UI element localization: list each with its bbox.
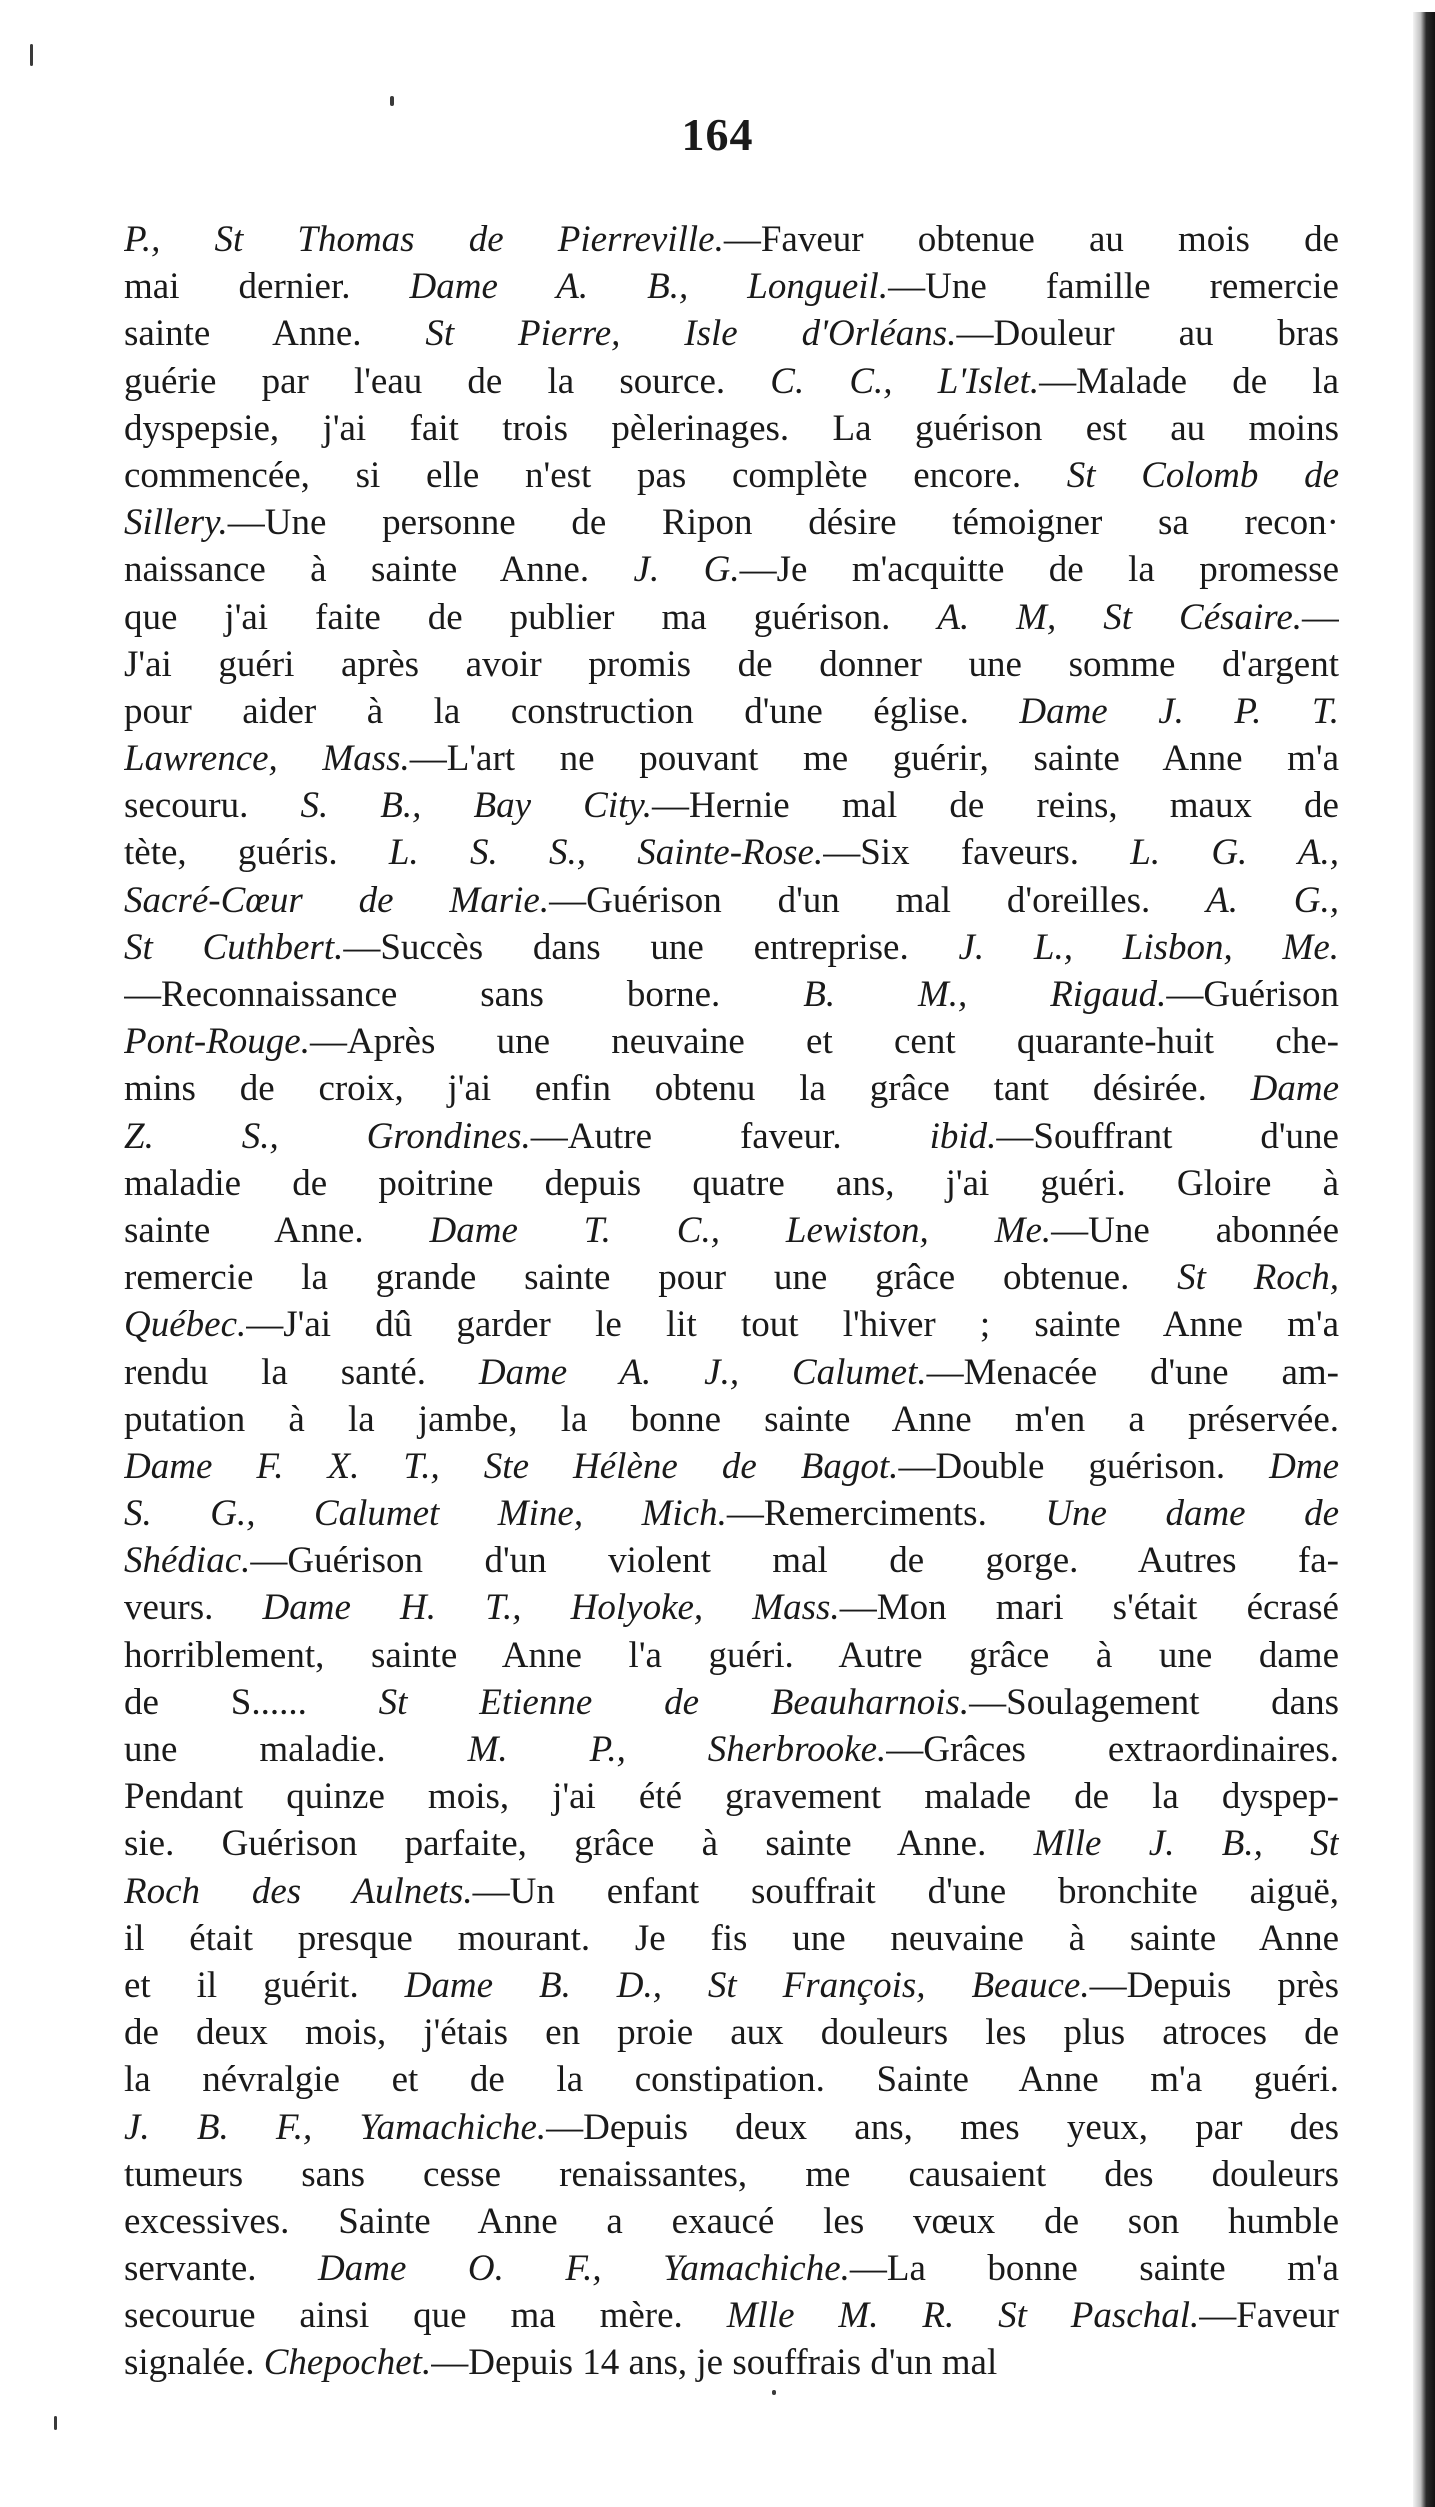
text-line: [124, 2245, 1339, 2292]
text-line: [124, 1726, 1339, 1773]
text-line: [124, 2056, 1339, 2103]
place-name: J. G.: [633, 549, 740, 591]
place-name: Sillery.: [124, 502, 228, 544]
place-name: Sacré-Cœur de Marie.: [124, 879, 550, 921]
text-run: sie. Guérison parfaite, grâce à sainte Anne.: [124, 1823, 1034, 1865]
text-run: remercie la grande sainte pour une grâce obtenue.: [124, 1257, 1178, 1299]
text-run: tumeurs sans cesse renaissantes, me causaient des douleurs: [124, 2153, 1339, 2195]
place-name: Mlle J. B., St: [1033, 1823, 1339, 1865]
text-line: [124, 499, 1339, 546]
text-run: —Remerciments.: [726, 1493, 1046, 1535]
text-run: J'ai guéri après avoir promis de donner une somme d'argent: [124, 643, 1339, 685]
place-name: S. B., Bay City.: [300, 785, 653, 827]
text-line: [124, 1962, 1339, 2009]
ink-speck: [54, 2416, 57, 2430]
text-line: [124, 1773, 1339, 1820]
text-line: [124, 1254, 1339, 1301]
place-name: Dame A. J., Calumet.: [478, 1351, 927, 1393]
text-run: secouru.: [124, 785, 301, 827]
text-run: —Guérison d'un violent mal de gorge. Autres fa-: [250, 1540, 1339, 1582]
text-run: signalée.: [124, 2342, 264, 2384]
text-run: —Malade de la: [1039, 360, 1339, 402]
text-line: [124, 1443, 1339, 1490]
place-name: P.,: [124, 219, 215, 260]
ink-speck: [390, 96, 394, 106]
place-name: Pont-Rouge.: [124, 1021, 310, 1063]
text-line: [124, 735, 1339, 782]
place-name: Z. S., Grondines.: [124, 1115, 531, 1157]
text-line: [124, 405, 1339, 452]
text-run: —Après une neuvaine et cent quarante-huit che-: [309, 1021, 1339, 1063]
text-run: rendu la santé.: [124, 1351, 479, 1393]
text-run: —Guérison d'un mal d'oreilles.: [549, 879, 1207, 921]
text-line: [124, 1301, 1339, 1348]
text-run: il était presque mourant. Je fis une neuvaine à sainte Anne: [124, 1917, 1339, 1959]
text-line: [124, 452, 1339, 499]
place-name: Lawrence, Mass.: [124, 738, 410, 780]
text-line: [124, 2104, 1339, 2151]
text-run: —Faveur: [1199, 2295, 1339, 2337]
place-name: Chepochet.: [263, 2342, 432, 2384]
text-run: une maladie.: [124, 1729, 468, 1770]
ink-speck: [772, 2390, 776, 2395]
place-name: J. L., Lisbon, Me.: [958, 926, 1339, 968]
text-run: —J'ai dû garder le lit tout l'hiver ; sainte Anne m'a: [246, 1304, 1339, 1346]
text-line: [124, 971, 1339, 1018]
text-run: mins de croix, j'ai enfin obtenu la grâce tant désirée.: [124, 1068, 1251, 1110]
text-run: —Un enfant souffrait d'une bronchite aiguë,: [472, 1870, 1339, 1912]
text-line: [124, 2292, 1339, 2339]
text-line: [124, 641, 1339, 688]
text-run: de S......: [124, 1681, 379, 1723]
text-line: [124, 1584, 1339, 1631]
text-run: —Je m'acquitte de la promesse: [739, 549, 1339, 591]
text-line: [124, 263, 1339, 310]
text-run: —Mon mari s'était écrasé: [839, 1587, 1339, 1629]
text-run: —Depuis deux ans, mes yeux, par des: [546, 2106, 1339, 2148]
text-run: guérie par l'eau de la source.: [124, 360, 771, 402]
text-line: [124, 1537, 1339, 1584]
place-name: J. B. F., Yamachiche.: [124, 2106, 547, 2148]
place-name: St Cuthbert.: [124, 926, 344, 968]
text-run: —Guérison: [1166, 974, 1339, 1015]
text-line: [124, 216, 1339, 263]
text-run: que j'ai faite de publier ma guérison.: [124, 596, 938, 638]
text-line: [124, 310, 1339, 357]
text-line: [124, 2009, 1339, 2056]
binding-edge: [1413, 12, 1435, 2507]
text-run: et il guérit.: [124, 1964, 405, 2006]
place-name: S. G., Calumet Mine, Mich.: [124, 1493, 727, 1535]
text-line: [124, 594, 1339, 641]
text-run: excessives. Sainte Anne a exaucé les vœux de son humble: [124, 2200, 1339, 2242]
text-line: [124, 877, 1339, 924]
text-run: —Une abonnée: [1051, 1209, 1339, 1251]
text-run: —Depuis 14 ans, je souffrais d'un mal: [431, 2342, 998, 2384]
page-number: 164: [681, 109, 754, 160]
text-run: Pendant quinze mois, j'ai été gravement malade de la dyspep-: [124, 1776, 1339, 1818]
text-run: commencée, si elle n'est pas complète encore.: [124, 454, 1067, 496]
text-run: maladie de poitrine depuis quatre ans, j'ai guéri. Gloire à: [124, 1162, 1339, 1204]
place-name: B. M., Rigaud.: [803, 974, 1167, 1015]
place-name: Dame A. B., Longueil.: [409, 266, 889, 308]
place-name: C. C., L'Islet.: [770, 360, 1040, 402]
text-line: [124, 2198, 1339, 2245]
place-name: Dame B. D., St François, Beauce.: [404, 1964, 1090, 2006]
place-name: Dame H. T., Holyoke, Mass.: [262, 1587, 840, 1629]
text-run: putation à la jambe, la bonne sainte Anne m'en a préservée.: [124, 1398, 1339, 1440]
place-name: St Pierre, Isle d'Orléans.: [425, 313, 957, 355]
place-name: A. M, St Césaire.: [937, 596, 1302, 638]
text-run: naissance à sainte Anne.: [124, 549, 634, 591]
text-line: [124, 1396, 1339, 1443]
text-line: [124, 688, 1339, 735]
text-run: —Hernie mal de reins, maux de: [652, 785, 1339, 827]
place-name: Dame T. C., Lewiston, Me.: [429, 1209, 1052, 1251]
text-run: de deux mois, j'étais en proie aux douleurs les plus atroces de: [124, 2012, 1339, 2054]
body-text: [124, 216, 1339, 2387]
text-run: sainte Anne.: [124, 313, 426, 355]
text-run: —Faveur obtenue au mois de: [723, 219, 1339, 260]
place-name: M. P., Sherbrooke.: [467, 1729, 887, 1770]
text-line: [124, 829, 1339, 876]
text-run: —Succès dans une entreprise.: [343, 926, 959, 968]
text-line: [124, 1868, 1339, 1915]
text-line: [124, 1632, 1339, 1679]
text-run: horriblement, sainte Anne l'a guéri. Autre grâce à une dame: [124, 1634, 1339, 1676]
place-name: Roch des Aulnets.: [124, 1870, 473, 1912]
text-run: —Une personne de Ripon désire témoigner sa recon·: [227, 502, 1339, 544]
text-run: —Une famille remercie: [888, 266, 1339, 308]
place-name: Une dame de: [1045, 1493, 1339, 1535]
text-run: —Souffrant d'une: [996, 1115, 1339, 1157]
text-line: [124, 924, 1339, 971]
text-run: la névralgie et de la constipation. Sainte Anne m'a guéri.: [124, 2059, 1339, 2101]
text-line: [124, 1490, 1339, 1537]
place-name: Québec.: [124, 1304, 247, 1346]
place-name: A. G.,: [1206, 879, 1339, 921]
text-line: [124, 1207, 1339, 1254]
text-run: —: [1302, 596, 1339, 638]
text-line: [124, 358, 1339, 405]
text-line: [124, 782, 1339, 829]
text-line: [124, 1679, 1339, 1726]
place-name: Dame O. F., Yamachiche.: [318, 2248, 850, 2290]
ink-speck: [30, 44, 33, 66]
place-name: St Etienne de Beauharnois.: [378, 1681, 970, 1723]
place-name: Shédiac.: [124, 1540, 251, 1582]
text-run: dyspepsie, j'ai fait trois pèlerinages. La guérison est au moins: [124, 407, 1339, 449]
text-run: —Douleur au bras: [956, 313, 1339, 355]
text-run: secourue ainsi que ma mère.: [124, 2295, 727, 2337]
text-run: tète, guéris.: [124, 832, 389, 874]
text-line: [124, 1065, 1339, 1112]
text-run: —Double guérison.: [898, 1445, 1270, 1487]
place-name: Dme: [1269, 1445, 1339, 1487]
text-run: —La bonne sainte m'a: [849, 2248, 1339, 2290]
text-line: [124, 1160, 1339, 1207]
text-run: servante.: [124, 2248, 319, 2290]
place-name: Dame: [1250, 1068, 1339, 1110]
text-run: —L'art ne pouvant me guérir, sainte Anne m'a: [409, 738, 1339, 780]
text-run: veurs.: [124, 1587, 263, 1629]
text-run: pour aider à la construction d'une église.: [124, 690, 1020, 732]
place-name: ibid.: [929, 1115, 997, 1157]
text-line: [124, 546, 1339, 593]
place-name: Dame J. P. T.: [1019, 690, 1339, 732]
text-line: [124, 1915, 1339, 1962]
text-line: [124, 1113, 1339, 1160]
text-run: —Menacée d'une am-: [926, 1351, 1339, 1393]
place-name: St Colomb de: [1066, 454, 1339, 496]
text-line: [124, 2151, 1339, 2198]
text-run: —Six faveurs.: [823, 832, 1131, 874]
text-line: [124, 1018, 1339, 1065]
place-name: Dame F. X. T., Ste Hélène de Bagot.: [124, 1445, 899, 1487]
place-name: St Roch,: [1177, 1257, 1339, 1299]
text-run: sainte Anne.: [124, 1209, 430, 1251]
text-line: [124, 2339, 1339, 2386]
text-run: —Reconnaissance sans borne.: [124, 974, 804, 1015]
text-run: —Depuis près: [1089, 1964, 1339, 2006]
text-run: —Autre faveur.: [530, 1115, 930, 1157]
text-run: —Grâces extraordinaires.: [886, 1729, 1339, 1770]
place-name: L. G. A.,: [1130, 832, 1339, 874]
place-name: Mlle M. R. St Paschal.: [726, 2295, 1200, 2337]
text-run: —Soulagement dans: [969, 1681, 1339, 1723]
text-run: mai dernier.: [124, 266, 410, 308]
place-name: St Thomas de Pierreville.: [214, 219, 724, 260]
text-line: [124, 1820, 1339, 1867]
place-name: L. S. S., Sainte-Rose.: [388, 832, 824, 874]
text-line: [124, 1349, 1339, 1396]
